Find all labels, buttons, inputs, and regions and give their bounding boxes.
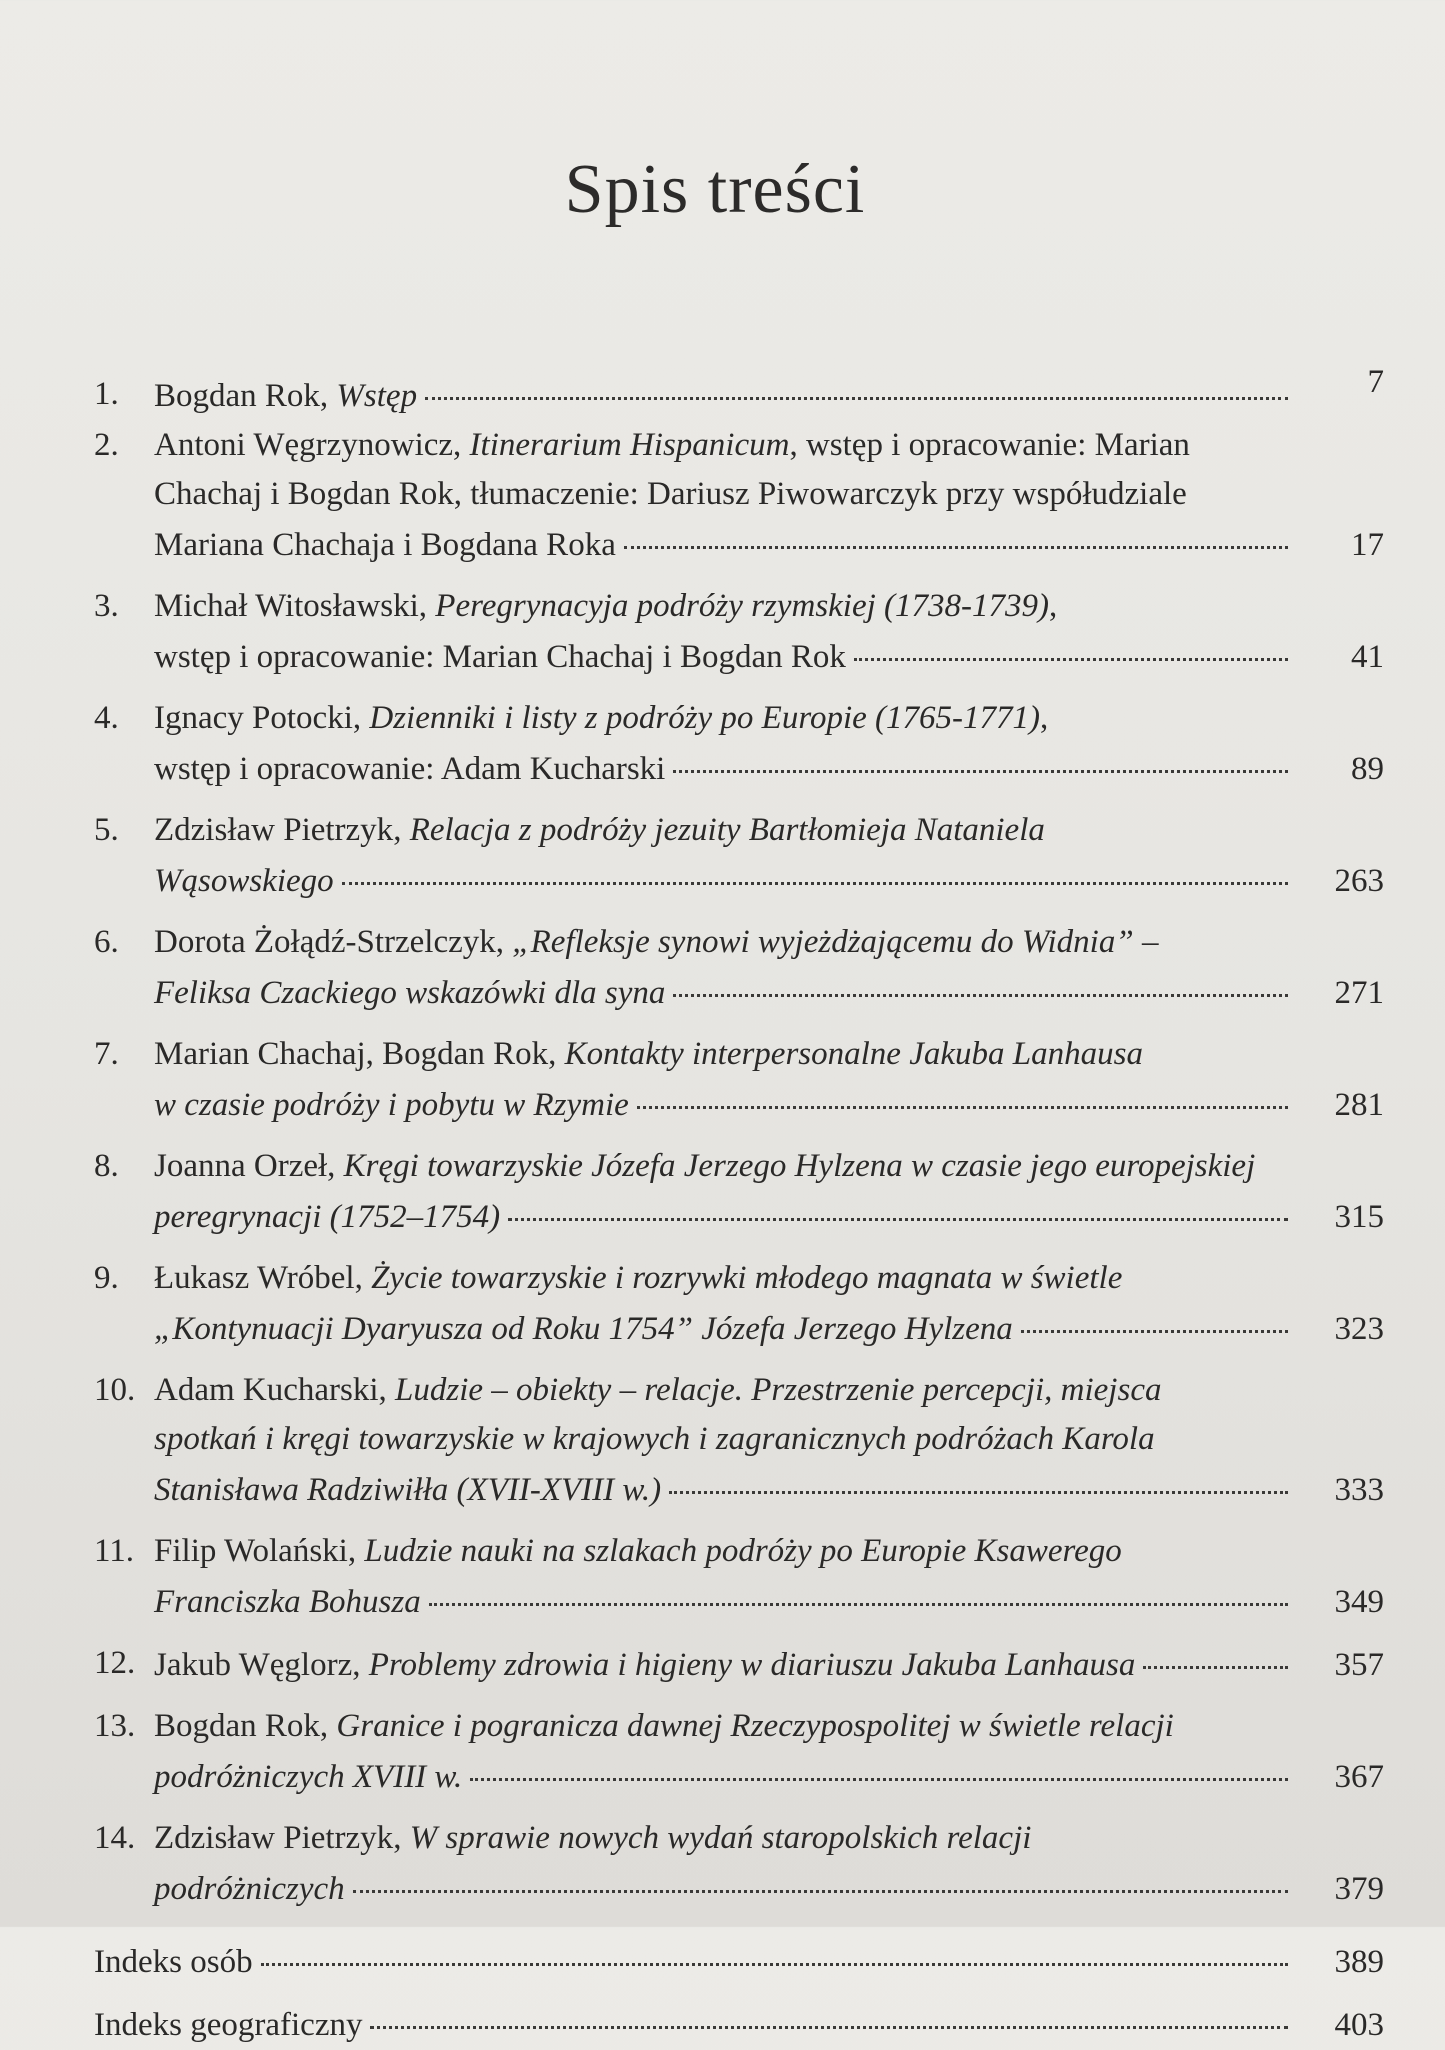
entry-author: Adam Kucharski [154,1372,379,1408]
entry-title: Dzienniki i listy z podróży po Europie (1765-1771) [369,700,1040,736]
entry-number: 10. [94,1372,136,1408]
dot-leader [673,961,1288,997]
dot-leader [673,737,1288,773]
entry-page: 41 [1351,639,1384,675]
entry-author: Bogdan Rok [154,378,320,414]
entry-page: 17 [1351,527,1384,563]
entry-text: , wstęp i opracowanie: Marian [789,427,1190,463]
entry-title: Kręgi towarzyskie Józefa Jerzego Hylzena w czasie jego europejskiej [343,1148,1256,1184]
entry-number: 13. [94,1708,136,1744]
entry-title: Granice i pogranicza dawnej Rzeczypospolitej w świetle relacji [336,1708,1174,1744]
entry-page: 7 [1367,364,1384,400]
entry-title: Ludzie nauki na szlakach podróży po Europie Ksawerego [364,1533,1122,1569]
index-geographic [94,1999,1384,2050]
entry-title-cont: „Kontynuacji Dyaryusza od Roku 1754” Józefa Jerzego Hylzena [154,1311,1013,1347]
entry-number: 14. [94,1820,136,1856]
dot-leader [470,1745,1288,1781]
entry-title: W sprawie nowych wydań staropolskich relacji [409,1820,1032,1856]
entry-title-cont: Franciszka Bohusza [154,1584,421,1620]
entry-title: „Refleksje synowi wyjeżdżającemu do Widnia” – [512,924,1159,960]
toc-entry-6: 6. Dorota Żołądź-Strzelczyk , „Refleksje synowi wyjeżdżającemu do Widnia” – Feliksa Czackiego wskazówki dla syna 271 [94,918,1384,1018]
entry-number: 11. [94,1533,135,1569]
dot-leader [1143,1633,1288,1669]
entry-number: 5. [94,812,119,848]
entry-title: Wstęp [336,378,418,414]
entry-title-cont: Stanisława Radziwiłła (XVII-XVIII w.) [154,1472,662,1508]
entry-author: Michał Witosławski [154,588,419,624]
entry-author: Joanna Orzeł [154,1148,328,1184]
entry-number: 3. [94,588,119,624]
table-of-contents [94,364,1384,2050]
entry-page: 315 [1334,1199,1384,1235]
dot-leader [1021,1297,1288,1333]
entry-title: Życie towarzyskie i rozrywki młodego magnata w świetle [371,1260,1123,1296]
index-label: Indeks geograficzny [94,2007,363,2043]
entry-page: 357 [1334,1647,1384,1683]
entry-author: Ignacy Potocki [154,700,353,736]
entry-author: Łukasz Wróbel [154,1260,355,1296]
dot-leader [342,849,1288,885]
toc-entry-8: 8. Joanna Orzeł , Kręgi towarzyskie Józefa Jerzego Hylzena w czasie jego europejskiej peregrynacji (1752–1754) 315 [94,1142,1384,1242]
dot-leader [261,1930,1288,1966]
toc-entry-2: 2. Antoni Węgrzynowicz, Itinerarium Hispanicum, wstęp i opracowanie: Marian Chachaj i Bogdan Rok, tłumaczenie: Dariusz Piwowarczyk przy współudziale Mariana Chachaja i Bogdana Roka 17 [94,421,1384,570]
entry-page: 89 [1351,751,1384,787]
entry-title-cont: w czasie podróży i pobytu w Rzymie [154,1087,629,1123]
toc-entry-3: 3. Michał Witosławski , Peregrynacyja podróży rzymskiej (1738-1739) , wstęp i opracowanie: Marian Chachaj i Bogdan Rok 41 [94,582,1384,682]
entry-title: Kontakty interpersonalne Jakuba Lanhausa [564,1036,1143,1072]
entry-number: 1. [94,376,119,412]
entry-page: 379 [1334,1871,1384,1907]
entry-number: 7. [94,1036,119,1072]
entry-page: 349 [1334,1584,1384,1620]
entry-title-cont: podróżniczych XVIII w. [154,1759,463,1795]
index-page: 389 [1334,1944,1384,1980]
toc-entry-14: 14. Zdzisław Pietrzyk , W sprawie nowych wydań staropolskich relacji podróżniczych 379 [94,1814,1384,1914]
entry-page: 367 [1334,1759,1384,1795]
dot-leader [508,1185,1288,1221]
dot-leader [854,625,1288,661]
entry-page: 323 [1334,1311,1384,1347]
toc-entry-1: 1. Bogdan Rok , Wstęp 7 [94,370,1384,421]
dot-leader [425,364,1288,400]
entry-text: wstęp i opracowanie: Marian Chachaj i Bogdan Rok [154,639,846,675]
entry-author: Jakub Węglorz [154,1647,353,1683]
entry-page: 271 [1334,975,1384,1011]
dot-leader [370,1993,1288,2029]
entry-title-cont: Wąsowskiego [154,863,334,899]
toc-entry-5: 5. Zdzisław Pietrzyk , Relacja z podróży jezuity Bartłomieja Nataniela Wąsowskiego 263 [94,806,1384,906]
entry-page: 263 [1334,863,1384,899]
entry-number: 4. [94,700,119,736]
entry-number: 12. [94,1645,136,1681]
page-title: Spis treści [564,151,866,228]
dot-leader [624,513,1288,549]
entry-title: Problemy zdrowia i higieny w diariuszu Jakuba Lanhausa [368,1647,1136,1683]
toc-entry-7: 7. Marian Chachaj, Bogdan Rok , Kontakty interpersonalne Jakuba Lanhausa w czasie podróży i pobytu w Rzymie 281 [94,1030,1384,1130]
toc-entry-12: 12. Jakub Węglorz , Problemy zdrowia i higieny w diariuszu Jakuba Lanhausa 357 [94,1639,1384,1690]
index-persons [94,1936,1384,1987]
entry-title-cont: peregrynacji (1752–1754) [154,1199,501,1235]
entry-line-2: Chachaj i Bogdan Rok, tłumaczenie: Dariusz Piwowarczyk przy współudziale [154,476,1187,512]
entry-text: wstęp i opracowanie: Adam Kucharski [154,751,666,787]
dot-leader [429,1570,1288,1606]
entry-title-cont: podróżniczych [154,1871,345,1907]
entry-number: 8. [94,1148,119,1184]
entry-author: Bogdan Rok [154,1708,320,1744]
entry-author: Filip Wolański [154,1533,348,1569]
entry-page: 333 [1334,1472,1384,1508]
entry-author: Zdzisław Pietrzyk [154,812,394,848]
entry-title: Relacja z podróży jezuity Bartłomieja Nataniela [409,812,1045,848]
entry-number: 9. [94,1260,119,1296]
entry-title: Ludzie – obiekty – relacje. Przestrzenie percepcji, miejsca [395,1372,1162,1408]
entry-number: 6. [94,924,119,960]
dot-leader [637,1073,1288,1109]
index-label: Indeks osób [94,1944,253,1980]
toc-entry-11: 11. Filip Wolański , Ludzie nauki na szlakach podróży po Europie Ksawerego Franciszka Bohusza 349 [94,1527,1384,1627]
entry-page: 281 [1334,1087,1384,1123]
entry-title-cont: Feliksa Czackiego wskazówki dla syna [154,975,666,1011]
dot-leader [669,1458,1288,1494]
entry-author: Zdzisław Pietrzyk [154,1820,394,1856]
entry-text: Mariana Chachaja i Bogdana Roka [154,527,616,563]
toc-entry-4: 4. Ignacy Potocki , Dzienniki i listy z podróży po Europie (1765-1771) , wstęp i opracowanie: Adam Kucharski 89 [94,694,1384,794]
entry-author: Antoni Węgrzynowicz [154,427,454,463]
entry-author: Dorota Żołądź-Strzelczyk [154,924,496,960]
entry-title-cont: spotkań i kręgi towarzyskie w krajowych i zagranicznych podróżach Karola [154,1421,1155,1457]
entry-title: Peregrynacyja podróży rzymskiej (1738-1739) [435,588,1050,624]
toc-entry-9: 9. Łukasz Wróbel , Życie towarzyskie i rozrywki młodego magnata w świetle „Kontynuacji Dyaryusza od Roku 1754” Józefa Jerzego Hylzena 323 [94,1254,1384,1354]
entry-author: Marian Chachaj, Bogdan Rok [154,1036,549,1072]
dot-leader [353,1857,1288,1893]
toc-entry-13: 13. Bogdan Rok , Granice i pogranicza dawnej Rzeczypospolitej w świetle relacji podróżniczych XVIII w. 367 [94,1702,1384,1802]
entry-title: Itinerarium Hispanicum [469,427,790,463]
toc-entry-10: 10. Adam Kucharski , Ludzie – obiekty – relacje. Przestrzenie percepcji, miejsca spotkań i kręgi towarzyskie w krajowych i zagranicznych podróżach Karola Stanisława Radziwiłła (XVII-XVIII w.) 333 [94,1366,1384,1515]
index-page: 403 [1334,2007,1384,2043]
entry-number: 2. [94,427,119,463]
